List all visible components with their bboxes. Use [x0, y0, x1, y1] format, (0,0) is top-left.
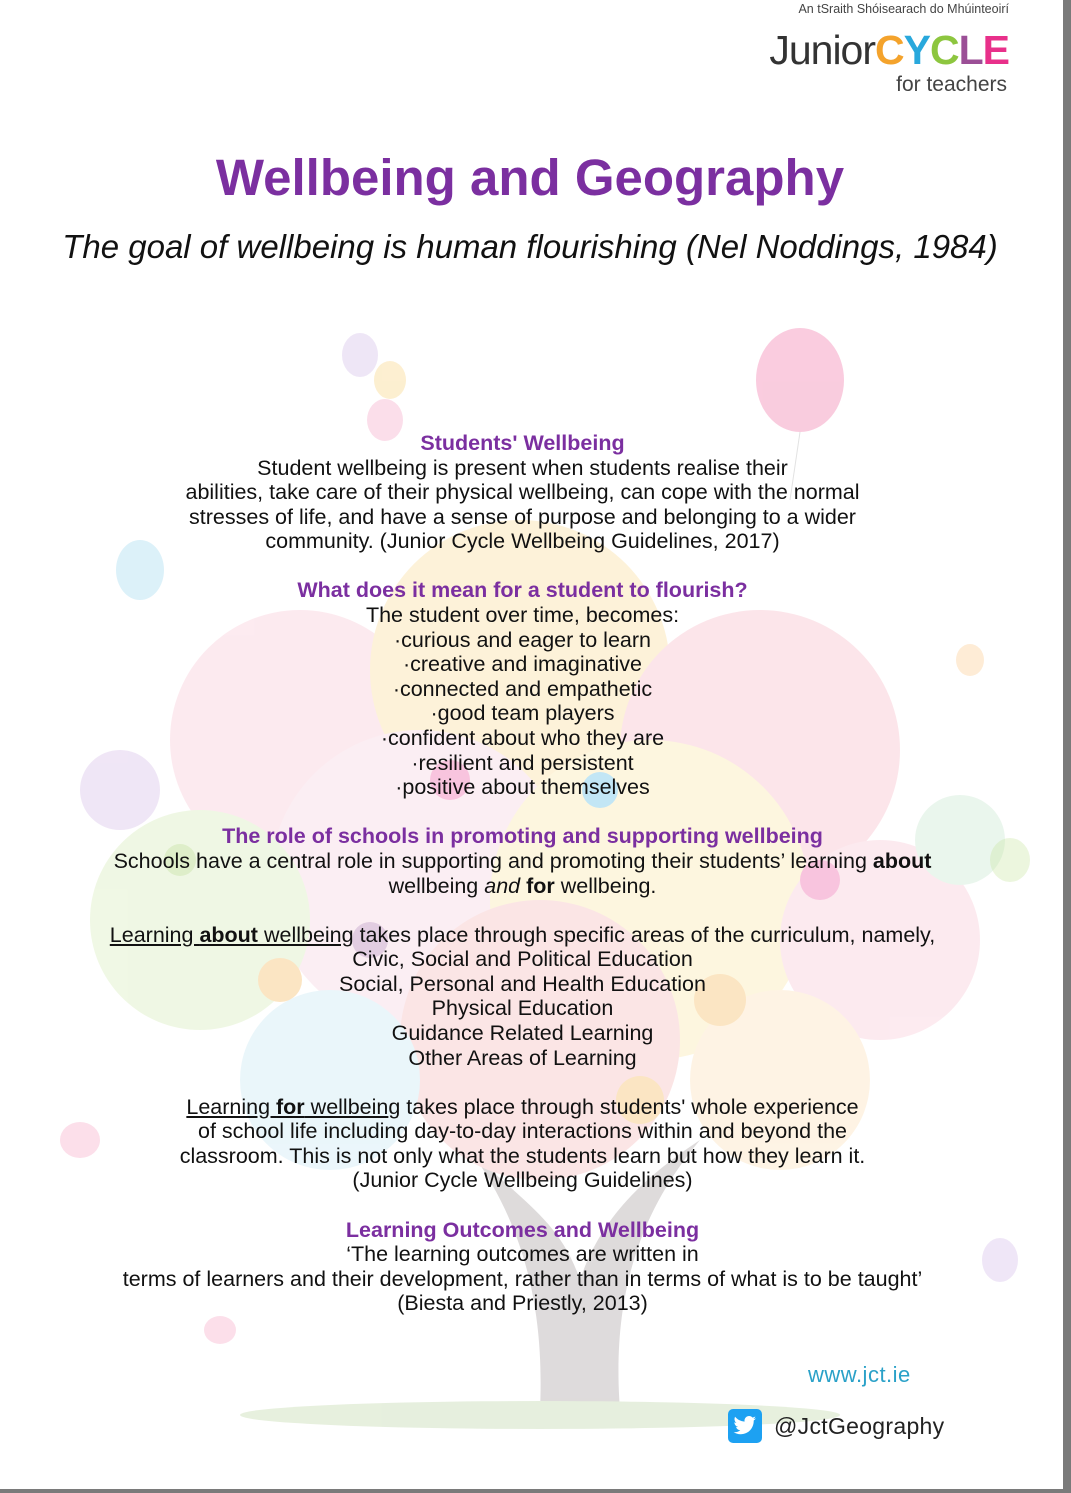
list-item: ·positive about themselves	[395, 775, 650, 800]
curriculum-area: Physical Education	[431, 996, 614, 1021]
logo-cycle	[875, 27, 1009, 73]
list-item: ·resilient and persistent	[411, 750, 634, 775]
page-bottom-edge	[0, 1489, 1071, 1493]
logo-junior: Junior	[769, 27, 876, 73]
twitter-handle: @JctGeography	[774, 1412, 945, 1439]
logo-letter-y: Y	[903, 27, 930, 73]
quote-line: ‘The learning outcomes are written in	[346, 1242, 699, 1267]
paragraph-line: classroom. This is not only what the students learn but how they learn it.	[179, 1143, 866, 1168]
section-learning-outcomes	[40, 1218, 1005, 1316]
bold-for: for	[276, 1094, 305, 1119]
twitter-bird-icon	[728, 1409, 762, 1443]
list-item: ·creative and imaginative	[402, 652, 642, 677]
text-span: Learning	[186, 1094, 277, 1119]
paragraph-line: (Junior Cycle Wellbeing Guidelines)	[352, 1168, 693, 1193]
section-learning-for	[40, 1095, 1005, 1193]
flourish-intro: The student over time, becomes:	[365, 603, 680, 628]
bold-for: for	[526, 873, 555, 898]
text-span: Learning	[109, 922, 200, 947]
junior-cycle-logo	[709, 0, 1009, 97]
section-role-of-schools	[40, 824, 1005, 898]
paragraph-line: Student wellbeing is present when students realise their	[257, 455, 788, 480]
section-students-wellbeing	[40, 431, 1005, 554]
text-span: takes place through students' whole experience	[400, 1094, 859, 1119]
page-title: Wellbeing and Geography	[215, 149, 845, 206]
logo-letter-e: E	[982, 27, 1009, 73]
text-span: takes place through specific areas of the curriculum, namely,	[353, 922, 936, 947]
paragraph-line: community. (Junior Cycle Wellbeing Guidelines, 2017)	[265, 529, 780, 554]
quote-line: terms of learners and their development, rather than in terms of what is to be taught’	[122, 1266, 923, 1291]
paragraph-line	[40, 874, 1005, 899]
italic-and: and	[484, 873, 521, 898]
content-body	[40, 431, 1005, 1340]
text-span: wellbeing	[388, 873, 485, 898]
text-span: wellbeing	[257, 922, 354, 947]
website-link[interactable]: www.jct.ie	[808, 1362, 911, 1387]
curriculum-area: Civic, Social and Political Education	[352, 947, 693, 972]
text-span: Schools have a central role in supporting and promoting their students’ learning	[113, 848, 873, 873]
list-item: ·curious and eager to learn	[394, 627, 651, 652]
section-learning-about	[40, 923, 1005, 1071]
bold-about: about	[199, 922, 258, 947]
bold-about: about	[872, 848, 932, 873]
list-item: ·connected and empathetic	[392, 676, 653, 701]
logo-letter-c2: C	[929, 27, 959, 73]
logo-wordmark	[709, 27, 1009, 73]
curriculum-area: Social, Personal and Health Education	[339, 971, 706, 996]
logo-for-teachers: for teachers	[896, 73, 1007, 96]
heading-role-of-schools: The role of schools in promoting and supporting wellbeing	[222, 824, 823, 849]
logo-letter-c1: C	[875, 27, 904, 73]
paragraph-line	[40, 849, 1005, 874]
twitter-link[interactable]	[728, 1408, 944, 1444]
heading-students-wellbeing: Students' Wellbeing	[420, 431, 625, 455]
list-item: ·confident about who they are	[380, 726, 665, 751]
section-flourish	[40, 578, 1005, 799]
text-span: wellbein	[304, 1094, 389, 1119]
heading-flourish: What does it mean for a student to flourish?	[297, 578, 748, 603]
underlined-learning-for	[186, 1095, 400, 1119]
page-subtitle: The goal of wellbeing is human flourishing (Nel Noddings, 1984)	[62, 228, 998, 265]
paragraph-line	[40, 923, 1005, 948]
paragraph-line	[40, 1095, 1005, 1120]
list-item: ·good team players	[430, 701, 615, 726]
paragraph-line: stresses of life, and have a sense of purpose and belonging to a wider	[189, 504, 856, 529]
quote-line: (Biesta and Priestly, 2013)	[397, 1291, 648, 1316]
paragraph-line: abilities, take care of their physical wellbeing, can cope with the normal	[185, 480, 860, 505]
logo-irish-tagline: An tSraith Shóisearach do Mhúinteoirí	[798, 2, 1009, 16]
text-span: g	[388, 1094, 401, 1119]
logo-letter-l: L	[958, 27, 983, 73]
curriculum-area: Guidance Related Learning	[391, 1020, 654, 1045]
curriculum-area: Other Areas of Learning	[408, 1045, 637, 1070]
text-span: wellbeing.	[554, 873, 657, 898]
underlined-learning-about	[110, 923, 354, 947]
paragraph-line: of school life including day-to-day interactions within and beyond the	[198, 1119, 847, 1144]
heading-learning-outcomes: Learning Outcomes and Wellbeing	[345, 1217, 700, 1242]
